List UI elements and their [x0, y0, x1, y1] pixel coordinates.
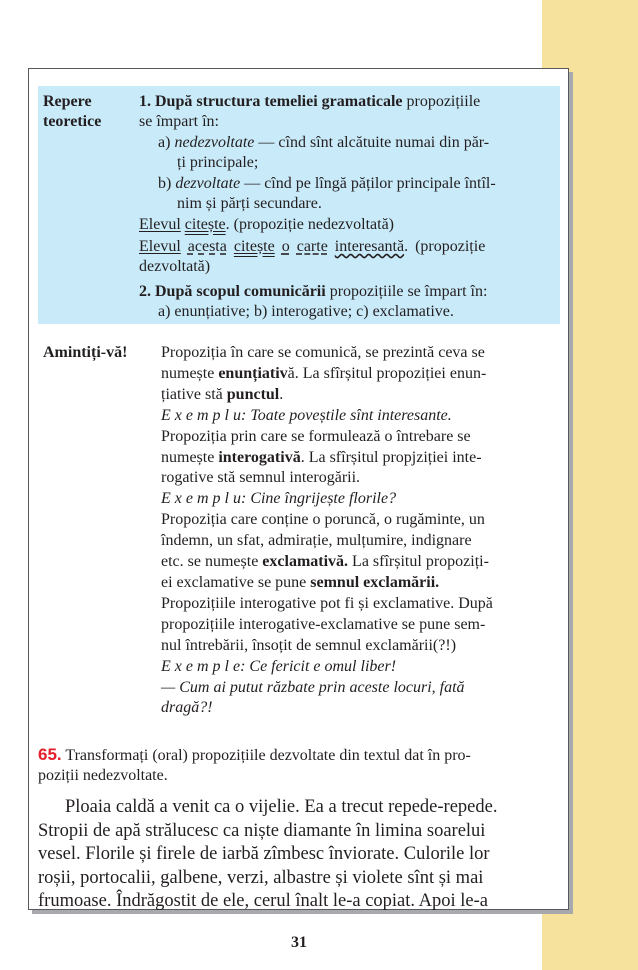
- exercise-instruction: 65. Transformați (oral) propozițiile dezvoltate din textul dat în pro-: [38, 745, 471, 764]
- page-number: 31: [291, 934, 307, 951]
- theory-item-a: a) nedezvoltate — cînd sînt alcătuite numai din păr-: [158, 134, 490, 151]
- exercise-text: Ploaia caldă a venit ca o vijelie. Ea a trecut repede-repede. Stropii de apă strălucesc ca niște diamante în limina soarelui vesel. Florile și firele de iarbă zîmbesc înviorate. Culorile lor roșii, portocalii, galbene, verzi, albastre și violete sînt și mai frumoase. Îndrăgostit de ele, cerul înalt le-a copiat. Apoi le-a: [38, 797, 498, 912]
- theory-point-2: 2. După scopul comunicării propozițiile se împart în:: [139, 283, 488, 300]
- theory-item-a-cont: ți principale;: [177, 154, 259, 171]
- theory-point-1-cont: se împart în:: [139, 113, 219, 130]
- theory-label-line1: Repere: [43, 93, 92, 110]
- theory-example-2: Elevul acesta citește o carte interesantă. (propoziție: [139, 238, 486, 255]
- theory-item-b-cont: nim și părți secundare.: [177, 195, 322, 212]
- theory-point-2-cont: a) enunțiative; b) interogative; c) exclamative.: [158, 303, 454, 320]
- theory-label: [43, 92, 101, 132]
- exercise-instruction-cont: poziții nedezvoltate.: [38, 767, 168, 784]
- reminder-label: Amintiți-vă!: [43, 344, 128, 361]
- reminder-text: Propoziția în care se comunică, se prezintă ceva se numește enunțiativă. La sfîrșitul propoziției enun- țiative stă punctul. E x e m p l u: Toate poveștile sînt interesante. Propoziția prin care se formulează o întrebare se numește interogativă. La sfîrșitul propjziției inte- rogative stă semnul interogării. E x e m p l u: Cine îngrijește florile? Propoziția care conține o poruncă, o rugăminte, un îndemn, un sfat, admirație, mulțumire, indignare etc. se numește exclamativă. La sfîrșitul propoziți- ei exclamative se pune semnul exclamării. Propozițiile interogative pot fi și exclamative. După propozițiile interogative-exclamative se pune sem- nul întrebării, însoțit de semnul exclamării(?!) E x e m p l e: Ce fericit e omul liber! — Cum ai putut răzbate prin aceste locuri, fată dragă?!: [161, 344, 493, 717]
- exercise-number: 65.: [38, 745, 62, 764]
- theory-item-b: b) dezvoltate — cînd pe lîngă păților principale întîl-: [158, 175, 496, 192]
- theory-label-line2: teoretice: [43, 113, 102, 130]
- theory-point-1: 1. După structura temeliei gramaticale propozițiile: [139, 93, 481, 110]
- theory-example-1: Elevul citește. (propoziție nedezvoltată): [139, 216, 395, 233]
- theory-example-2-cont: dezvoltată): [139, 258, 211, 275]
